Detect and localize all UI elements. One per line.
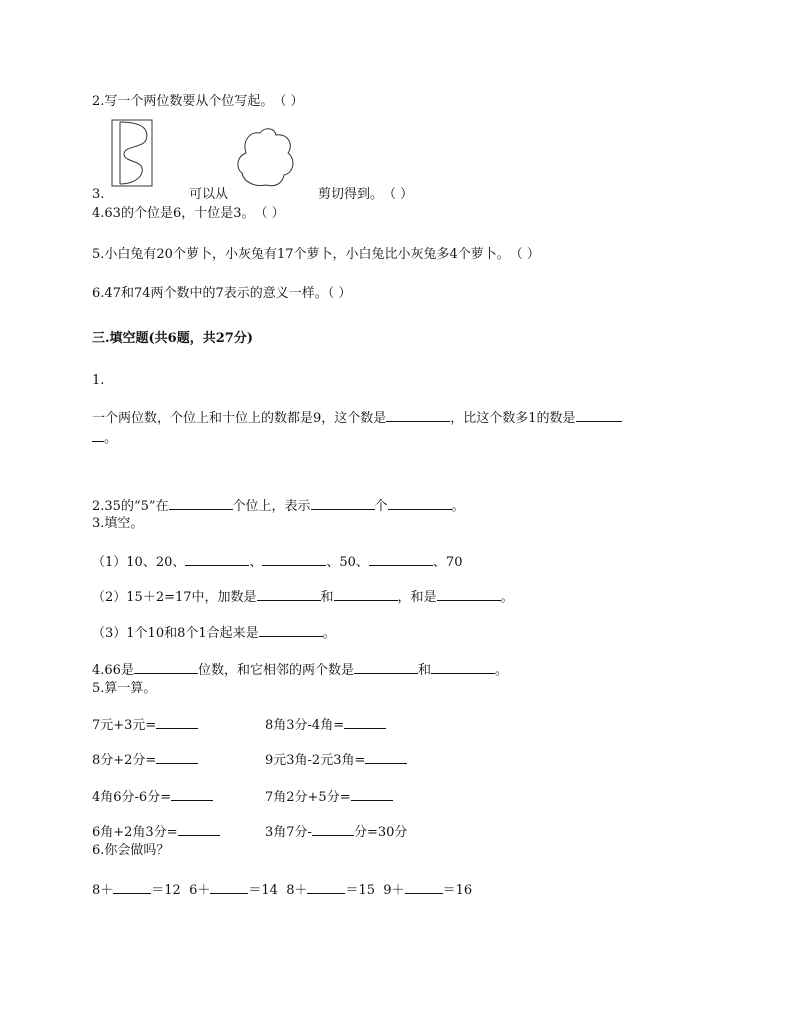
section-title: 三.填空题(共6题，共27分) <box>92 331 253 346</box>
fill-blank[interactable] <box>437 587 501 601</box>
fill-q3-title: 3.填空。 <box>92 516 144 531</box>
tf-question-3-end: 剪切得到。 （ ） <box>318 187 414 202</box>
fill-q3-3: （3）1个10和8个1合起来是 。 <box>92 623 336 643</box>
fill-blank[interactable] <box>344 715 386 729</box>
fill-q6-items: 8＋ ＝12 6＋ ＝14 8＋ ＝15 9＋ ＝16 <box>92 880 472 900</box>
fill-blank[interactable] <box>156 715 198 729</box>
fill-blank[interactable] <box>156 750 198 764</box>
fill-blank[interactable] <box>365 750 407 764</box>
calc-row-3-right: 7角2分+5分= <box>265 787 393 807</box>
fill-q2: 2.35的“5”在 个位上，表示 个 。 <box>92 496 465 516</box>
tf-question-2: 2.写一个两位数要从个位写起。 （ ） <box>92 94 304 109</box>
fill-blank[interactable] <box>113 880 151 894</box>
fill-blank[interactable] <box>351 787 393 801</box>
tf-question-3-number: 3. <box>92 187 105 202</box>
cut-paper-figure <box>110 118 155 188</box>
fill-q1-number: 1. <box>92 373 105 388</box>
fill-blank[interactable] <box>171 787 213 801</box>
calc-row-2-right: 9元3角-2元3角= <box>265 750 407 770</box>
fill-blank[interactable] <box>169 496 233 510</box>
calc-row-1-right: 8角3分-4角= <box>265 715 386 735</box>
fill-q4: 4.66是 位数，和它相邻的两个数是 和 。 <box>92 660 508 680</box>
fill-blank[interactable] <box>311 496 375 510</box>
tf-question-6: 6.47和74两个数中的7表示的意义一样。（ ） <box>92 286 352 301</box>
fill-blank[interactable] <box>257 587 321 601</box>
calc-row-4-right: 3角7分- 分=30分 <box>265 822 407 842</box>
fill-blank[interactable] <box>388 496 452 510</box>
calc-row-1-left: 7元+3元= <box>92 715 198 735</box>
fill-q6-title: 6.你会做吗？ <box>92 843 170 858</box>
fill-blank[interactable] <box>185 552 249 566</box>
fill-q1-line-2: 。 <box>92 428 117 448</box>
tf-question-5: 5.小白兔有20个萝卜，小灰兔有17个萝卜，小白兔比小灰兔多4个萝卜。 （ ） <box>92 247 540 262</box>
calc-row-3-left: 4角6分-6分= <box>92 787 213 807</box>
fill-blank[interactable] <box>386 408 450 422</box>
calc-row-2-left: 8分+2分= <box>92 750 198 770</box>
tf-question-3-mid: 可以从 <box>189 187 229 202</box>
fill-q3-1: （1）10、20、 、 、50、 、70 <box>92 552 462 572</box>
tf-question-4: 4.63的个位是6，十位是3。 （ ） <box>92 206 285 221</box>
fill-blank[interactable] <box>369 552 433 566</box>
fill-q5-title: 5.算一算。 <box>92 681 157 696</box>
fill-q1-line: 一个两位数，个位上和十位上的数都是9，这个数是 ，比这个数多1的数是 <box>92 408 622 428</box>
fill-blank[interactable] <box>92 428 104 442</box>
fill-blank[interactable] <box>259 623 323 637</box>
fill-blank[interactable] <box>262 552 326 566</box>
fill-q3-2: （2）15＋2=17中，加数是 和 ，和是 。 <box>92 587 514 607</box>
fill-blank[interactable] <box>405 880 443 894</box>
fill-blank[interactable] <box>312 822 354 836</box>
fill-blank[interactable] <box>576 408 622 422</box>
clover-figure <box>234 125 298 191</box>
fill-blank[interactable] <box>307 880 345 894</box>
fill-blank[interactable] <box>354 660 418 674</box>
fill-blank[interactable] <box>210 880 248 894</box>
fill-blank[interactable] <box>178 822 220 836</box>
fill-blank[interactable] <box>134 660 198 674</box>
fill-blank[interactable] <box>334 587 398 601</box>
fill-blank[interactable] <box>431 660 495 674</box>
calc-row-4-left: 6角+2角3分= <box>92 822 220 842</box>
